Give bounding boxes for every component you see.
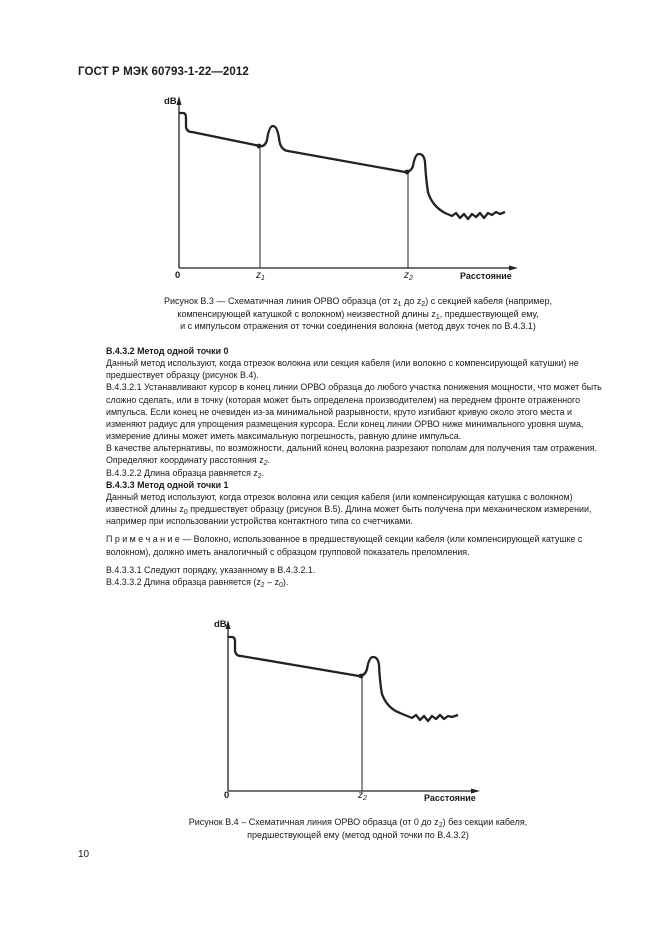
caption-line-2: компенсирующей катушкой с волокном) неизвестной длины $z_1$, предшествующей ему,: [177, 308, 539, 321]
z2-label: $z_2$: [404, 270, 413, 282]
caption-b4-line-1: Рисунок В.4 – Схематичная линия ОРВО образца (от 0 до $z_2$) без секции кабеля,: [188, 817, 528, 829]
y-axis-label-b4: dB: [214, 619, 227, 630]
heading-b433: В.4.3.3 Метод одной точки 1: [106, 479, 229, 490]
y-axis-label: dB: [164, 96, 177, 107]
caption-b4-line-2: предшествующей ему (метод одной точки по В.4.3.2): [247, 829, 469, 840]
otdr-trace: [179, 113, 505, 219]
paragraph-7: В.4.3.3.2 Длина образца равняется $(z_2 - z_0)$.: [106, 576, 289, 589]
paragraph-3: В качестве альтернативы, по возможности, дальний конец волокна разрезают пополам для получения там отражения. Определяют координату расстояния $z_2$.: [106, 443, 598, 468]
caption-line-3: и с импульсом отражения от точки соединения волокна (метод двух точек по В.4.3.1): [180, 321, 536, 332]
figure-b3-caption: [106, 295, 610, 333]
z2-label-b4: $z_2$: [358, 790, 367, 802]
paragraph-2: В.4.3.2.1 Устанавливают курсор в конец линии ОРВО образца до любого участка понижения мощности, что может быть сложно сделать, или в точку (которая может быть определена производителем) на переднем фронте отраженного импульса. Если конец не очевиден из-за минимальной разрывности, круто изгибают кривую около этого места и изменяют радиус для упрощения размещения курсора. Если конец линии ОРВО ниже минимального уровня шума, измерение длины может иметь максимальную погрешность, равную длине импульса.: [106, 382, 602, 442]
note: П р и м е ч а н и е — Волокно, использованное в предшествующей секции кабеля (или компенсирующей катушке с волокном), должно иметь аналогичный с образцом групповой показатель преломления.: [106, 534, 583, 557]
body-text: [106, 345, 614, 588]
z1-label: $z_1$: [256, 270, 265, 282]
paragraph-1: Данный метод используют, когда отрезок волокна или секция кабеля (или волокно с компенсирующей катушки) не предшествует образцу (рисунок В.4).: [106, 358, 579, 381]
origin-label-b4: 0: [224, 790, 230, 801]
marker-z2-b4: [359, 674, 364, 679]
paragraph-5: Данный метод используют, когда отрезок волокна или секция кабеля (или компенсирующая катушка с волокном) известной длины $z_0$ предшествует образцу (рисунок В.5). Длина может быть получена при механическом измерении, например при использовании устройства контактного типа со счетчиками.: [106, 491, 592, 527]
paragraph-6: В.4.3.3.1 Следуют порядку, указанному в В.4.3.2.1.: [106, 564, 316, 575]
caption-line-1: Рисунок В.3 — Схематичная линия ОРВО образца (от $z_1$ до $z_2$) с секцией кабеля (например,: [163, 296, 553, 308]
figure-b4-caption: [106, 816, 610, 841]
marker-z2: [405, 170, 410, 175]
otdr-trace-b4: [228, 637, 458, 721]
paragraph-4: В.4.3.2.2 Длина образца равняется $z_2$.: [106, 467, 265, 480]
x-axis-label-b4: Расстояние: [424, 793, 476, 803]
origin-label: 0: [175, 270, 181, 281]
x-axis-label: Расстояние: [460, 271, 512, 281]
page-number: 10: [78, 849, 90, 860]
document-header: ГОСТ Р МЭК 60793-1-22—2012: [78, 66, 249, 78]
marker-z1: [257, 144, 262, 149]
x-axis-arrow: [509, 266, 518, 271]
y-axis-arrow: [177, 96, 182, 105]
heading-b432: В.4.3.2 Метод одной точки 0: [106, 346, 229, 356]
